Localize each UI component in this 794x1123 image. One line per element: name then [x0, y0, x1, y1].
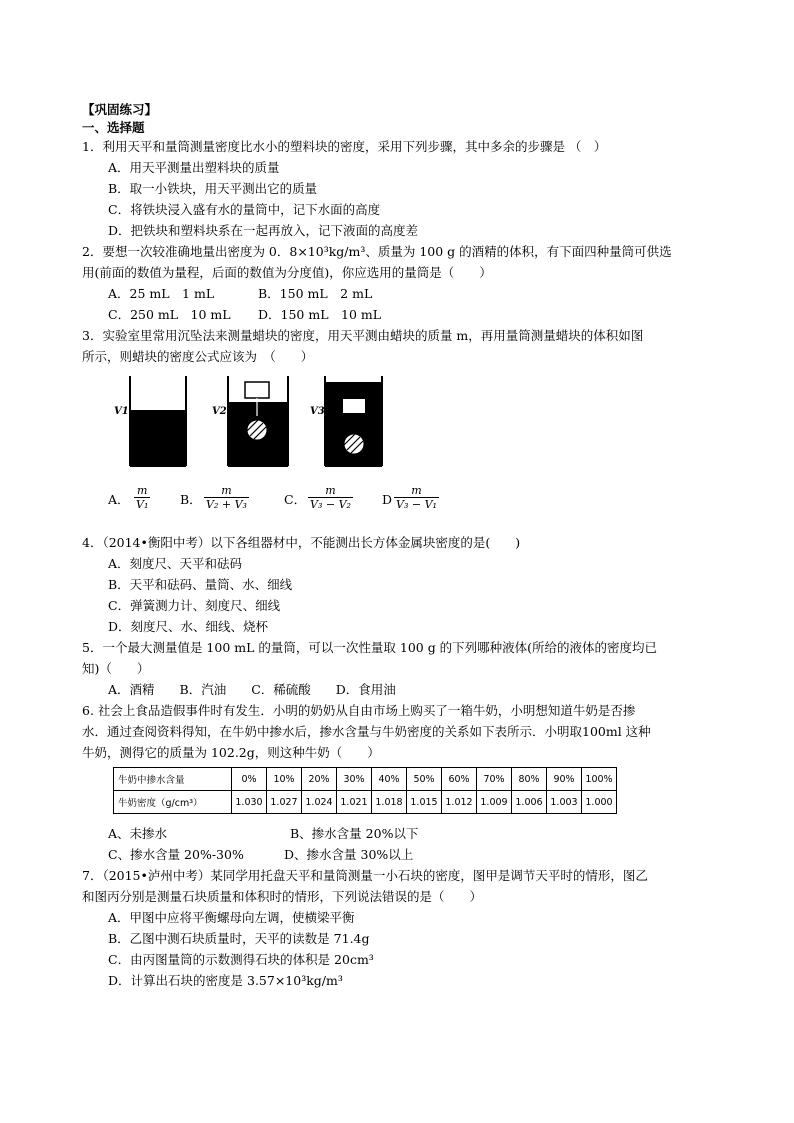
- q2-option-c: C．250 mL 10 mL: [108, 307, 231, 322]
- q5-stem-line1: 5．一个最大测量值是 100 mL 的量筒，可以一次性量取 100 g 的下列哪种液体(所给的液体的密度均已: [82, 640, 658, 655]
- q1-option-d: D．把铁块和塑料块系在一起再放入，记下液面的高度差: [108, 223, 419, 238]
- table-cell: 1.027: [267, 791, 302, 814]
- q1-option-c: C．将铁块浸入盛有水的量筒中，记下水面的高度: [108, 202, 381, 217]
- table-cell: 1.030: [232, 791, 267, 814]
- q3-option-b-denominator: V₂ + V₃: [206, 498, 247, 511]
- q3-option-b-fraction: [204, 484, 249, 511]
- table-cell: 90%: [547, 768, 582, 791]
- table-header-water-content: 牛奶中掺水含量: [114, 768, 232, 791]
- section-title: 一、选择题: [82, 120, 145, 135]
- q3-option-a-denominator: V₁: [136, 498, 149, 511]
- q3-option-a-numerator: m: [134, 484, 150, 498]
- q3-option-a-letter: A．: [108, 492, 130, 507]
- table-cell: 1.006: [512, 791, 547, 814]
- table-cell: 50%: [407, 768, 442, 791]
- q5-options: A．酒精 B．汽油 C．稀硫酸 D．食用油: [108, 682, 396, 697]
- q7-stem-line2: 和图丙分别是测量石块质量和体积时的情形，下列说法错误的是（ ）: [82, 889, 483, 904]
- table-cell: 1.000: [582, 791, 617, 814]
- table-cell: 20%: [302, 768, 337, 791]
- q3-cylinders-figure: [100, 372, 400, 468]
- table-cell: 30%: [337, 768, 372, 791]
- table-cell: 70%: [477, 768, 512, 791]
- q4-option-c: C．弹簧测力计、刻度尺、细线: [108, 598, 281, 613]
- q3-option-d-letter: D: [382, 492, 393, 507]
- cylinder-v1: [130, 376, 186, 466]
- label-v1: V1: [114, 406, 129, 417]
- table-cell: 100%: [582, 768, 617, 791]
- table-cell: 1.024: [302, 791, 337, 814]
- q3-option-a-fraction: [134, 484, 150, 511]
- q7-option-b: B．乙图中测石块质量时，天平的读数是 71.4g: [108, 931, 370, 946]
- q5-stem-line2: 知)（ ）: [82, 661, 150, 676]
- q3-stem-line1: 3．实验室里常用沉坠法来测量蜡块的密度，用天平测由蜡块的质量 m，再用量筒测量蜡块的体积如图: [82, 328, 644, 343]
- q3-option-b-letter: B．: [180, 492, 202, 507]
- table-header-milk-density: 牛奶密度（g/cm³）: [114, 791, 232, 814]
- q1-stem: 1．利用天平和量筒测量密度比水小的塑料块的密度，采用下列步骤，其中多余的步骤是 （ ）: [82, 139, 607, 154]
- q6-stem-line1: 6. 社会上食品造假事件时有发生．小明的奶奶从自由市场上购买了一箱牛奶，小明想知道牛奶是否掺: [82, 703, 636, 718]
- table-cell: 1.003: [547, 791, 582, 814]
- milk-density-table: [113, 767, 617, 814]
- table-cell: 1.009: [477, 791, 512, 814]
- q4-option-a: A．刻度尺、天平和砝码: [108, 556, 243, 571]
- cylinder-v3: [325, 376, 382, 466]
- q2-stem-line1: 2．要想一次较准确地量出密度为 0．8×10³kg/m³、质量为 100 g 的酒精的体积，有下面四种量筒可供选: [82, 244, 672, 259]
- q2-option-a: A．25 mL 1 mL: [108, 286, 215, 301]
- q6-stem-line2: 水．通过查阅资料得知，在牛奶中掺水后，掺水含量与牛奶密度的关系如下表所示．小明取100ml 这种: [82, 724, 651, 739]
- table-cell: 1.018: [372, 791, 407, 814]
- q3-option-d-denominator: V₃ − V₁: [396, 498, 437, 511]
- q7-option-a: A．甲图中应将平衡螺母向左调，使横梁平衡: [108, 910, 355, 925]
- q2-option-b: B．150 mL 2 mL: [258, 286, 373, 301]
- table-row-water-content: [114, 768, 617, 791]
- q6-option-a: A、未掺水: [108, 826, 168, 841]
- q4-option-d: D．刻度尺、水、细线、烧杯: [108, 619, 269, 634]
- table-cell: 80%: [512, 768, 547, 791]
- q3-option-d-fraction: [394, 484, 439, 511]
- table-row-milk-density: [114, 791, 617, 814]
- q7-option-c: C．由丙图量筒的示数测得石块的体积是 20cm³: [108, 952, 374, 967]
- q4-option-b: B．天平和砝码、量筒、水、细线: [108, 577, 293, 592]
- q3-option-c-letter: C．: [284, 492, 307, 507]
- q6-option-b: B、掺水含量 20%以下: [290, 826, 419, 841]
- table-cell: 1.021: [337, 791, 372, 814]
- q4-stem: 4．（2014•衡阳中考）以下各组器材中，不能测出长方体金属块密度的是( ): [82, 535, 521, 550]
- q3-option-c-denominator: V₃ − V₂: [310, 498, 351, 511]
- table-cell: 1.015: [407, 791, 442, 814]
- q2-option-d: D．150 mL 10 mL: [258, 307, 382, 322]
- q3-stem-line2: 所示，则蜡块的密度公式应该为 （ ）: [82, 349, 314, 364]
- section-header: 【巩固练习】: [82, 102, 158, 117]
- q7-stem-line1: 7．（2015•泸州中考）某同学用托盘天平和量筒测量一小石块的密度，图甲是调节天平时的情形，图乙: [82, 868, 648, 883]
- q3-option-b-numerator: m: [204, 484, 249, 498]
- q3-option-c-fraction: [308, 484, 353, 511]
- q1-option-a: A．用天平测量出塑料块的质量: [108, 160, 280, 175]
- table-cell: 0%: [232, 768, 267, 791]
- table-cell: 60%: [442, 768, 477, 791]
- q6-option-d: D、掺水含量 30%以上: [284, 847, 414, 862]
- q6-stem-line3: 牛奶，测得它的质量为 102.2g，则这种牛奶（ ）: [82, 745, 380, 760]
- q3-option-d-numerator: m: [394, 484, 439, 498]
- q7-option-d: D．计算出石块的密度是 3.57×10³kg/m³: [108, 973, 343, 988]
- q2-stem-line2: 用(前面的数值为量程，后面的数值为分度值)，你应选用的量筒是（ ）: [82, 265, 492, 280]
- table-cell: 40%: [372, 768, 407, 791]
- q1-option-b: B．取一小铁块，用天平测出它的质量: [108, 181, 318, 196]
- cylinder-v2: [228, 376, 288, 466]
- table-cell: 10%: [267, 768, 302, 791]
- table-cell: 1.012: [442, 791, 477, 814]
- q3-option-c-numerator: m: [308, 484, 353, 498]
- q6-option-c: C、掺水含量 20%-30%: [108, 847, 244, 862]
- label-v2: V2: [212, 406, 227, 417]
- label-v3: V3: [310, 406, 325, 417]
